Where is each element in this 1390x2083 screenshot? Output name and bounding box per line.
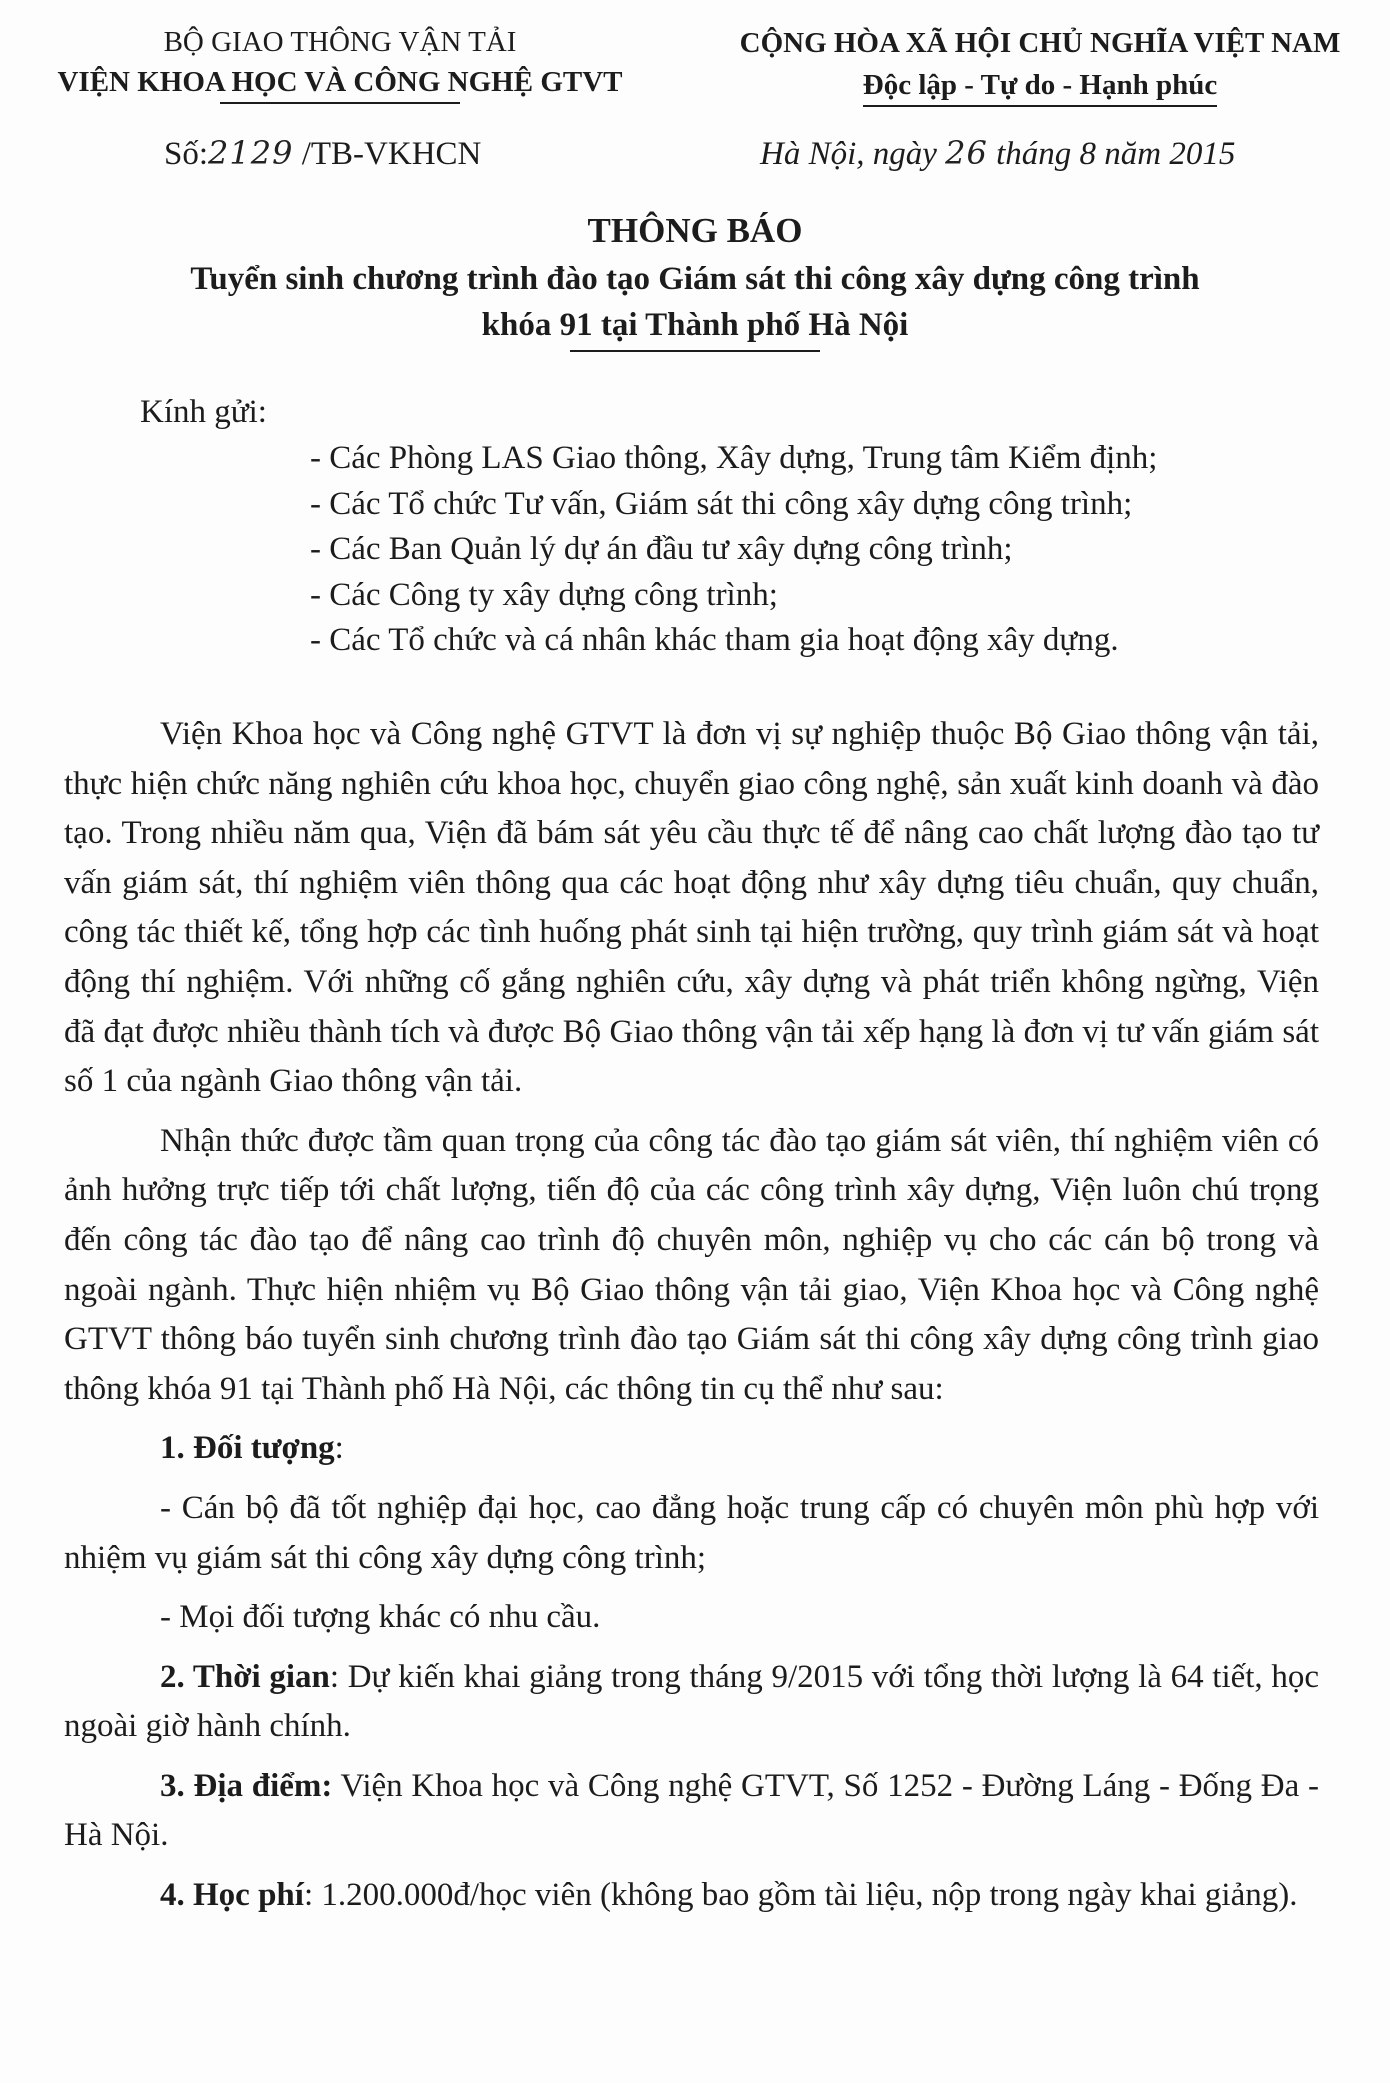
- recipient-item: - Các Ban Quản lý dự án đầu tư xây dựng công trình;: [310, 531, 1013, 567]
- address-label: Kính gửi:: [140, 394, 267, 430]
- document-title: [0, 206, 1390, 352]
- title-subtitle-line2: khóa 91 tại Thành phố Hà Nội: [481, 307, 909, 343]
- document-body: [64, 710, 1319, 1921]
- title-underline: [570, 350, 820, 352]
- doc-number-prefix: Số:: [164, 136, 209, 172]
- section-4-title: 4. Học phí: [160, 1877, 304, 1914]
- title-heading: THÔNG BÁO: [587, 211, 803, 250]
- section-4: [64, 1871, 1319, 1921]
- recipient-item: - Các Công ty xây dựng công trình;: [310, 576, 778, 613]
- issuer-header: [20, 22, 660, 104]
- section-2-text: : Dự kiến khai giảng trong tháng 9/2015 với tổng thời lượng là 64 tiết, học ngoài giờ hành chính.: [64, 1658, 1320, 1745]
- section-3-title: 3. Địa điểm:: [160, 1767, 333, 1804]
- date-suffix: tháng 8 năm 2015: [987, 136, 1236, 172]
- date-day-handwritten: 26: [945, 134, 988, 172]
- section-1-colon: :: [334, 1430, 344, 1467]
- ministry-name: BỘ GIAO THÔNG VẬN TẢI: [163, 26, 517, 58]
- date-prefix: Hà Nội, ngày: [760, 136, 946, 172]
- section-4-text: : 1.200.000đ/học viên (không bao gồm tài liệu, nộp trong ngày khai giảng).: [303, 1877, 1298, 1914]
- national-header: [700, 22, 1380, 107]
- body-paragraph-2: Nhận thức được tầm quan trọng của công tác đào tạo giám sát viên, thí nghiệm viên có ảnh hưởng trực tiếp tới chất lượng, tiến độ của các công trình xây dựng, Viện luôn chú trọng đến công tác đào tạo để nâng cao trình độ chuyên môn, nghiệp vụ cho các cán bộ trong và ngoài ngành. Thực hiện nhiệm vụ Bộ Giao thông vận tải giao, Viện Khoa học và Công nghệ GTVT thông báo tuyển sinh chương trình đào tạo Giám sát thi công xây dựng công trình giao thông khóa 91 tại Thành phố Hà Nội, các thông tin cụ thể như sau:: [64, 1122, 1319, 1407]
- section-1-item-1: - Cán bộ đã tốt nghiệp đại học, cao đẳng hoặc trung cấp có chuyên môn phù hợp với nhiệm vụ giám sát thi công xây dựng công trình;: [64, 1489, 1319, 1576]
- national-motto: Độc lập - Tự do - Hạnh phúc: [863, 65, 1218, 107]
- section-1-item-2: - Mọi đối tượng khác có nhu cầu.: [160, 1599, 601, 1636]
- institute-name: VIỆN KHOA HỌC VÀ CÔNG NGHỆ GTVT: [57, 66, 623, 98]
- document-number: [164, 128, 481, 179]
- title-subtitle-line1: Tuyển sinh chương trình đào tạo Giám sát thi công xây dựng công trình: [190, 261, 1200, 297]
- document-date: [760, 128, 1235, 179]
- section-3: [64, 1762, 1319, 1861]
- doc-number-suffix: /TB-VKHCN: [293, 136, 482, 172]
- section-2: [64, 1653, 1319, 1752]
- recipient-item: - Các Phòng LAS Giao thông, Xây dựng, Trung tâm Kiểm định;: [310, 440, 1158, 476]
- header-underline: [220, 102, 460, 104]
- country-name: CỘNG HÒA XÃ HỘI CHỦ NGHĨA VIỆT NAM: [739, 27, 1341, 59]
- section-2-title: 2. Thời gian: [160, 1658, 330, 1695]
- recipient-list: [310, 436, 1360, 664]
- section-3-text: Viện Khoa học và Công nghệ GTVT, Số 1252 - Đường Láng - Đống Đa - Hà Nội.: [64, 1767, 1319, 1854]
- section-1-title: 1. Đối tượng: [160, 1430, 335, 1467]
- body-paragraph-1: Viện Khoa học và Công nghệ GTVT là đơn vị sự nghiệp thuộc Bộ Giao thông vận tải, thực hiện chức năng nghiên cứu khoa học, chuyển giao công nghệ, sản xuất kinh doanh và đào tạo. Trong nhiều năm qua, Viện đã bám sát yêu cầu thực tế để nâng cao chất lượng đào tạo tư vấn giám sát, thí nghiệm viên thông qua các hoạt động như xây dựng tiêu chuẩn, quy chuẩn, công tác thiết kế, tổng hợp các tình huống phát sinh tại hiện trường, quy trình giám sát và hoạt động thí nghiệm. Với những cố gắng nghiên cứu, xây dựng và phát triển không ngừng, Viện đã đạt được nhiều thành tích và được Bộ Giao thông vận tải xếp hạng là đơn vị tư vấn giám sát số 1 của ngành Giao thông vận tải.: [64, 716, 1319, 1100]
- doc-number-handwritten: 2129: [208, 134, 294, 172]
- recipient-item: - Các Tổ chức và cá nhân khác tham gia hoạt động xây dựng.: [310, 622, 1119, 658]
- recipient-item: - Các Tổ chức Tư vấn, Giám sát thi công xây dựng công trình;: [310, 485, 1133, 522]
- section-1: [64, 1424, 1319, 1474]
